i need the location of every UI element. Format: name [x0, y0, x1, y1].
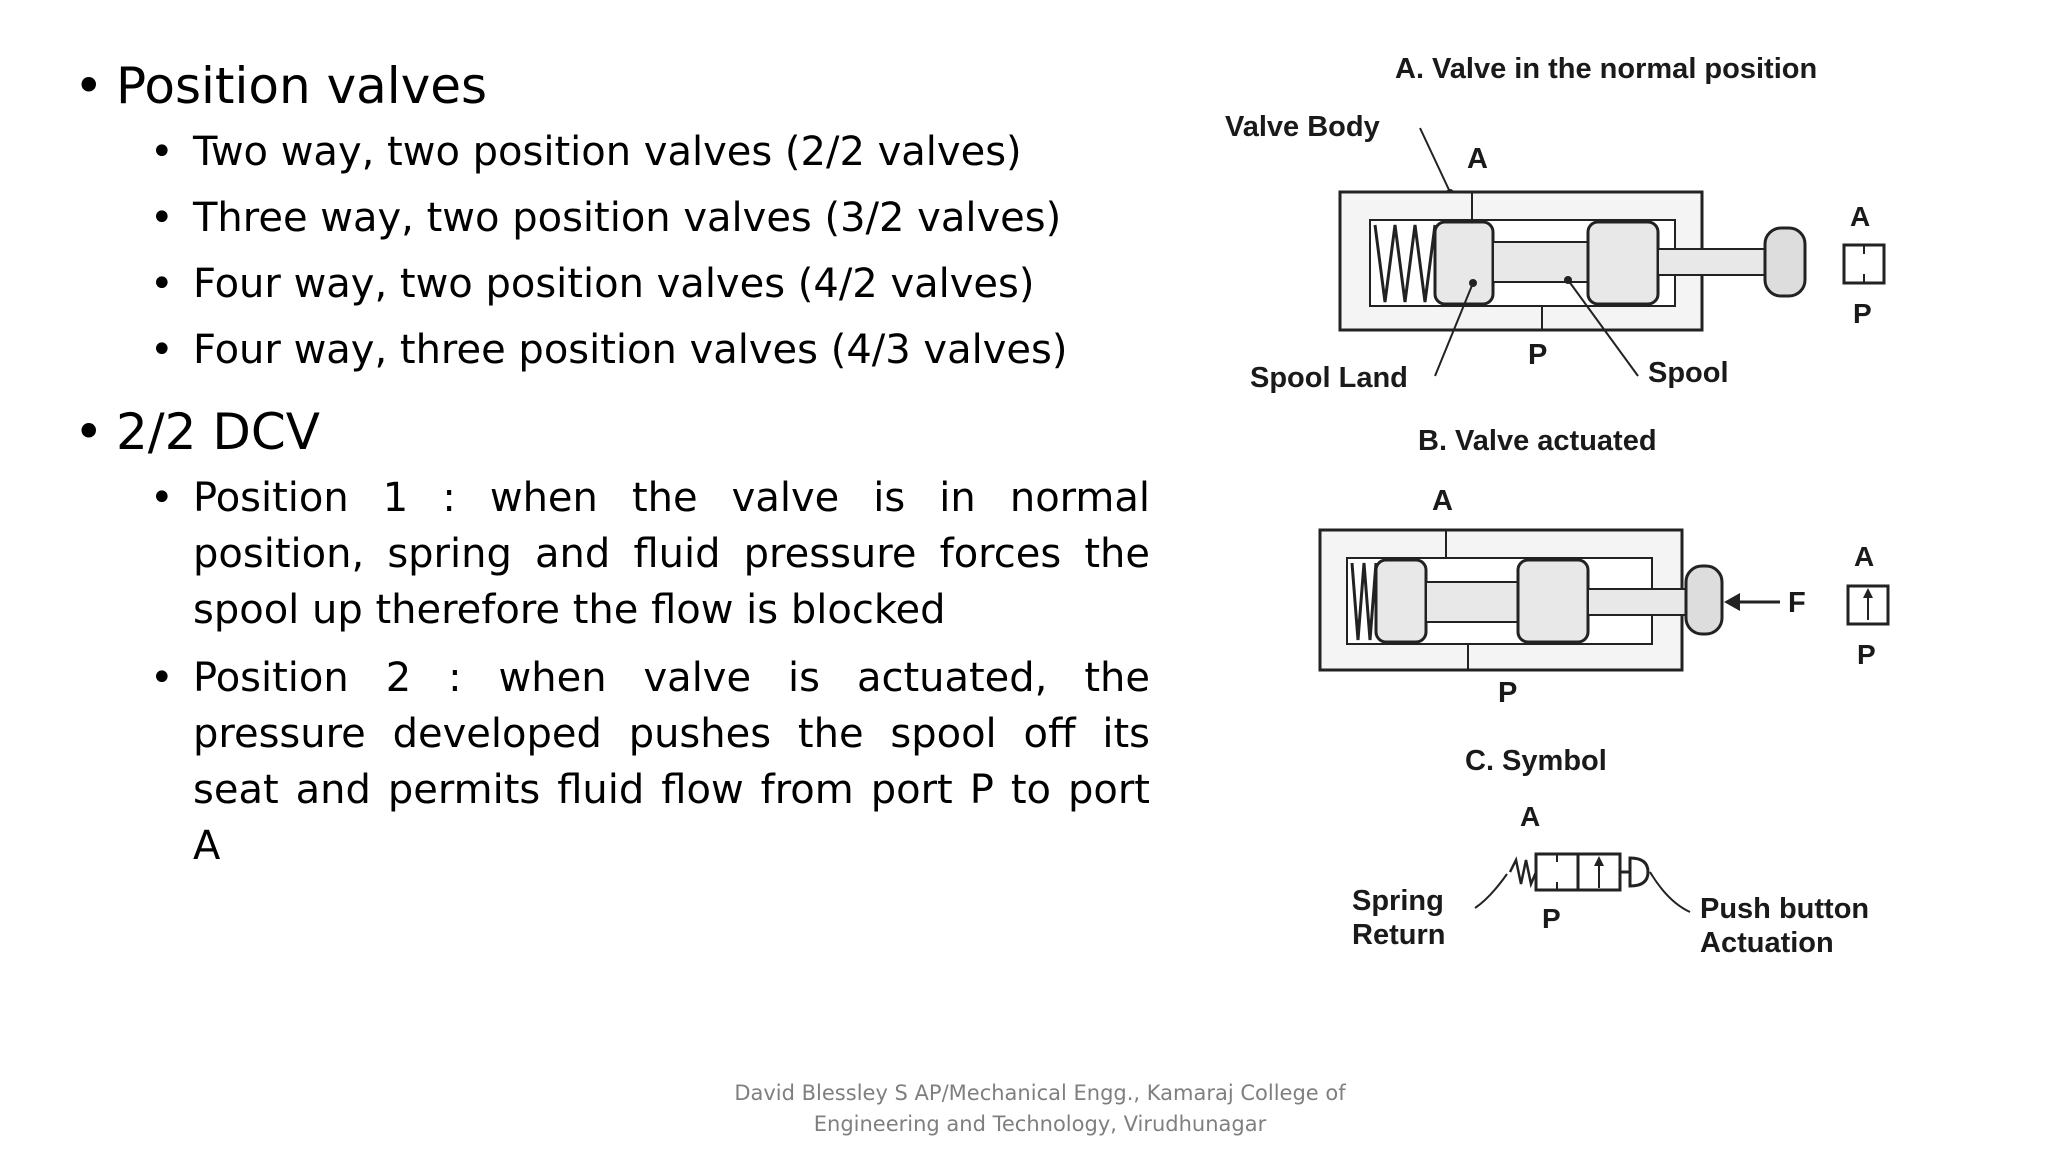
panel-b-spool-land-2 — [1518, 560, 1588, 642]
footer-line-2: Engineering and Technology, Virudhunagar — [813, 1112, 1267, 1136]
slide-footer — [650, 1078, 1430, 1140]
bullet-4-2-valves: • Four way, two position valves (4/2 valves) — [70, 256, 1150, 312]
panel-c-spring-symbol — [1510, 860, 1536, 884]
bullet-4-3-valves: • Four way, three position valves (4/3 valves) — [70, 322, 1150, 378]
panel-b-port-a: A — [1432, 485, 1453, 517]
panel-b-symbol-p: P — [1857, 639, 1876, 670]
panel-a-spool-land-2 — [1588, 222, 1658, 304]
panel-b-valve — [1320, 530, 1722, 670]
bullet-position-1: • Position 1 : when the valve is in normal position, spring and fluid pressure forces the spool up therefore the flow is blocked — [70, 470, 1150, 638]
panel-a-valve — [1340, 192, 1805, 330]
spool-land-label: Spool Land — [1250, 362, 1408, 394]
panel-a-port-p: P — [1528, 339, 1548, 371]
panel-a-title: A. Valve in the normal position — [1395, 53, 1818, 85]
spring-return-leader — [1475, 874, 1507, 908]
valve-body-leader — [1420, 128, 1450, 192]
valve-diagram — [1210, 40, 1930, 1000]
spring-return-label-1: Spring — [1352, 885, 1444, 917]
force-label: F — [1788, 587, 1806, 619]
slide-bullets — [70, 54, 1150, 886]
push-button-leader — [1650, 872, 1690, 912]
bullet-heading-position-valves: • Position valves — [70, 54, 1150, 118]
footer-line-1: David Blessley S AP/Mechanical Engg., Kamaraj College of — [734, 1081, 1346, 1105]
push-button-label-2: Actuation — [1700, 927, 1834, 959]
panel-a-symbol-p: P — [1853, 298, 1872, 329]
panel-a-port-a: A — [1467, 143, 1488, 175]
panel-a-spool-land-1 — [1435, 222, 1493, 304]
push-button-label-1: Push button — [1700, 893, 1870, 925]
valve-diagram-svg — [1210, 40, 1930, 1000]
panel-a-symbol-a: A — [1850, 201, 1871, 232]
valve-body-label: Valve Body — [1225, 111, 1380, 143]
bullet-2-2-valves: • Two way, two position valves (2/2 valves) — [70, 124, 1150, 180]
panel-a-spool-stem — [1493, 242, 1588, 282]
bullet-3-2-valves: • Three way, two position valves (3/2 valves) — [70, 190, 1150, 246]
bullet-heading-2-2-dcv: • 2/2 DCV — [70, 400, 1150, 464]
panel-b-spool-stem — [1426, 582, 1518, 622]
force-arrow-head — [1724, 593, 1740, 611]
panel-b-symbol-a: A — [1854, 541, 1875, 572]
panel-c-title: C. Symbol — [1465, 745, 1607, 777]
panel-c-port-a: A — [1520, 801, 1541, 832]
panel-c-port-p: P — [1542, 903, 1561, 934]
spring-return-label-2: Return — [1352, 919, 1446, 951]
panel-a-push-button — [1765, 228, 1805, 296]
panel-c-symbol — [1510, 854, 1648, 890]
panel-b-spool-land-1 — [1376, 560, 1426, 642]
panel-c-push-button-symbol — [1630, 858, 1648, 886]
bullet-position-2: • Position 2 : when valve is actuated, the pressure developed pushes the spool off its seat and permits fluid flow from port P to port A — [70, 650, 1150, 874]
panel-b-push-button — [1686, 566, 1722, 634]
panel-b-title: B. Valve actuated — [1418, 425, 1657, 457]
panel-b-rod — [1588, 589, 1686, 615]
panel-a-rod — [1658, 249, 1768, 275]
spool-label: Spool — [1648, 357, 1729, 389]
panel-b-port-p: P — [1498, 677, 1518, 709]
